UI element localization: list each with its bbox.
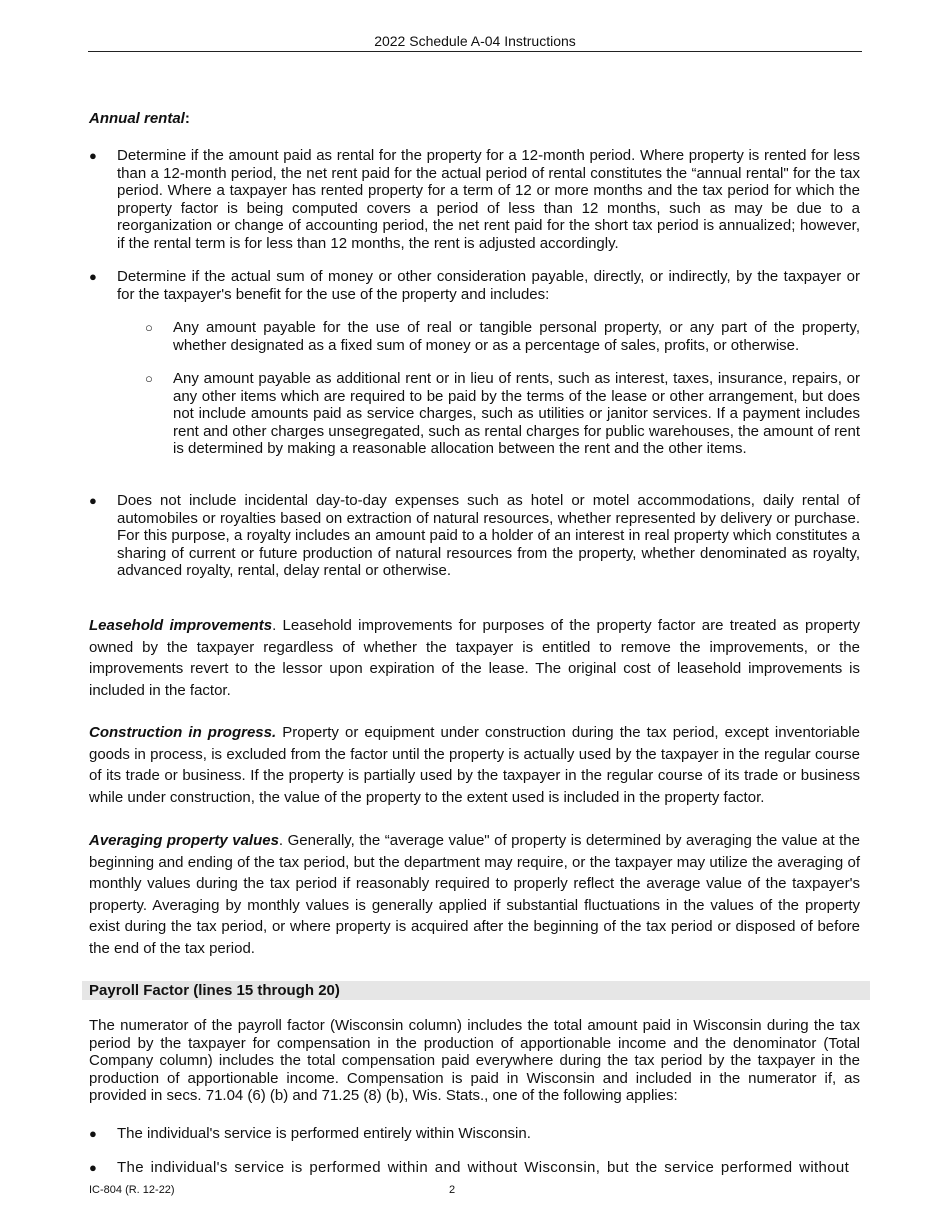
header-rule	[88, 51, 862, 52]
annual-rental-bullet-list	[89, 147, 860, 253]
page-header-title: 2022 Schedule A-04 Instructions	[374, 33, 576, 49]
payroll-bullet-list-2	[89, 1159, 860, 1177]
averaging-paragraph	[89, 830, 860, 959]
sub-bullet-text: Any amount payable for the use of real or tangible personal property, or any part of the property, whether designated as a fixed sum of money or as a percentage of sales, profits, or otherwise.	[173, 319, 860, 354]
list-item	[89, 492, 860, 580]
construction-lead: Construction in progress.	[89, 724, 277, 741]
bullet-text: Determine if the actual sum of money or other consideration payable, directly, or indirectly, by the taxpayer or for the taxpayer's benefit for the use of the property and includes:	[117, 268, 860, 303]
annual-rental-section	[89, 109, 860, 129]
bullet-icon: ●	[89, 148, 97, 163]
payroll-factor-heading: Payroll Factor (lines 15 through 20)	[82, 981, 870, 1000]
list-item	[89, 1159, 860, 1177]
list-item	[117, 319, 860, 354]
sub-bullet-list	[89, 319, 860, 354]
annual-rental-heading	[89, 109, 860, 129]
payroll-bullet-list	[89, 1125, 860, 1143]
sub-bullet-list-2	[89, 370, 860, 458]
bullet-icon: ●	[89, 1126, 97, 1141]
annual-rental-heading-text: Annual rental	[89, 110, 185, 127]
bullet-text: The individual's service is performed within and without Wisconsin, but the service performed without	[117, 1159, 850, 1176]
bullet-icon: ●	[89, 269, 97, 284]
bullet-text: The individual's service is performed entirely within Wisconsin.	[117, 1125, 531, 1142]
sub-bullet-text: Any amount payable as additional rent or in lieu of rents, such as interest, taxes, insurance, repairs, or any other items which are required to be paid by the terms of the lease or other arrangement, but does not include amounts paid as service charges, such as utilities or janitor services. If a payment includes rent and other charges unsegregated, such as rental charges for public warehouses, the amount of rent is determined by making a reasonable allocation between the rent and the other items.	[173, 370, 860, 458]
averaging-lead: Averaging property values	[89, 832, 279, 849]
bullet-icon: ●	[89, 493, 97, 508]
leasehold-lead: Leasehold improvements	[89, 617, 273, 634]
circle-bullet-icon: ○	[145, 320, 153, 335]
construction-text: Property or equipment under construction during the tax period, except inventoriable goods in process, is excluded from the factor until the property is actually used by the taxpayer in the regular course of its trade or business. If the property is partially used by the taxpayer in the regular course of its trade or business while under construction, the value of the property to the extent used is included in the property factor.	[89, 724, 860, 806]
annual-rental-heading-colon: :	[184, 110, 190, 127]
bullet-text: Determine if the amount paid as rental for the property for a 12-month period. Where property is rented for less than a 12-month period, the net rent paid for the actual period of rental constitutes the “annual rental" for the tax period. Where a taxpayer has rented property for a term of 12 or more months and the tax period for which the property factor is being computed covers a period of less than 12 months, such as may be due to a reorganization or change of accounting period, the net rent paid for the short tax period is annualized; however, if the rental term is for less than 12 months, the rent is adjusted accordingly.	[117, 147, 860, 252]
leasehold-paragraph	[89, 615, 860, 701]
list-item	[89, 1125, 860, 1143]
annual-rental-bullet-list-2	[89, 268, 860, 303]
list-item	[89, 147, 860, 253]
bullet-text: Does not include incidental day-to-day expenses such as hotel or motel accommodations, daily rental of automobiles or royalties based on extraction of natural resources, whether represented by delivery or purchase. For this purpose, a royalty includes an amount paid to a holder of an interest in real property which constitutes a sharing of current or future production of natural resources from the property, whether denominated as royalty, advanced royalty, rental, delay rental or otherwise.	[117, 492, 860, 580]
leasehold-text: . Leasehold improvements for purposes of the property factor are treated as property owned by the taxpayer regardless of whether the taxpayer is entitled to remove the improvements, or the improvements revert to the lessor upon expiration of the lease. The original cost of leasehold improvements is included in the factor.	[89, 617, 861, 699]
footer-page-number: 2	[449, 1184, 456, 1196]
payroll-intro-paragraph: The numerator of the payroll factor (Wisconsin column) includes the total amount paid in Wisconsin during the tax period by the taxpayer for compensation in the production of apportionable income and the denominator (Total Company column) includes the total compensation paid everywhere during the tax period by the taxpayer in the production of apportionable income. Compensation is paid in Wisconsin and included in the numerator if, as provided in secs. 71.04 (6) (b) and 71.25 (8) (b), Wis. Stats., one of the following applies:	[89, 1017, 860, 1105]
circle-bullet-icon: ○	[145, 371, 153, 386]
bullet-icon: ●	[89, 1160, 97, 1175]
construction-paragraph	[89, 722, 860, 808]
averaging-text: . Generally, the “average value" of property is determined by averaging the value at the beginning and ending of the tax period, but the department may require, or the taxpayer may utilize the averaging of monthly values during the tax period if reasonably required to properly reflect the average value of the taxpayer's property. Averaging by monthly values is generally applied if substantial fluctuations in the values of the property exist during the tax period, or where property is acquired after the beginning of the tax period or disposed of before the end of the tax period.	[89, 832, 860, 957]
footer-form-number: IC-804 (R. 12-22)	[89, 1184, 175, 1196]
list-item	[89, 268, 860, 303]
list-item	[117, 370, 860, 458]
annual-rental-bullet-list-3	[89, 492, 860, 580]
